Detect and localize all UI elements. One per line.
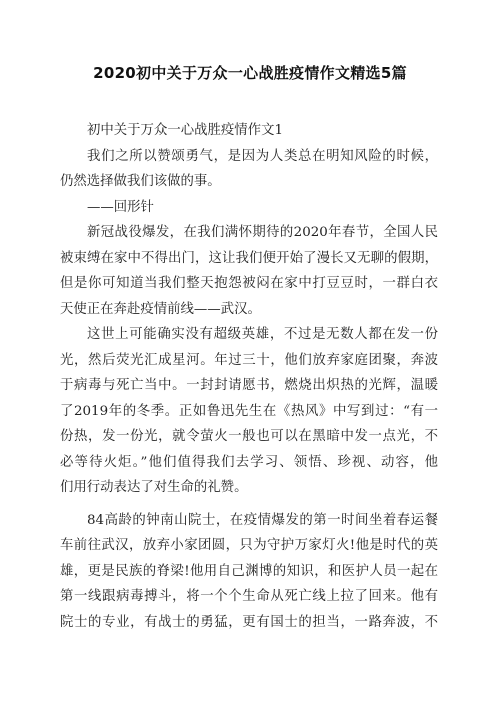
text-line: 院士的专业，有战士的勇猛，更有国士的担当，一路奔波，不 xyxy=(60,614,438,630)
text-line: 84高龄的钟南山院士，在疫情爆发的第一时间坐着春运餐 xyxy=(87,512,438,528)
text-line: 我们之所以赞颂勇气，是因为人类总在明知风险的时候， xyxy=(87,148,438,164)
paragraph-quote-source xyxy=(60,195,438,221)
text-line: 光，然后荧光汇成星河。年过三十，他们放弃家庭团聚，奔波 xyxy=(60,352,438,368)
text-line: 但是你可知道当我们整天抱怨被闷在家中打豆豆时，一群白衣 xyxy=(60,276,438,291)
text-line: 车前往武汉，放弃小家团圆，只为守护万家灯火!他是时代的英 xyxy=(60,538,438,553)
paragraph-essay-heading xyxy=(60,118,438,144)
paragraph-body xyxy=(60,220,438,322)
text-line: 天使正在奔赴疫情前线——武汉。 xyxy=(60,301,261,317)
text-line: 了2019年的冬季。正如鲁迅先生在《热风》中写到过：“有一 xyxy=(60,403,438,419)
text-line: 这世上可能确实没有超级英雄，不过是无数人都在发一份 xyxy=(87,327,438,342)
text-line: 必等待火炬。”他们值得我们去学习、领悟、珍视、动容，他 xyxy=(60,454,438,470)
paragraph-body xyxy=(60,508,438,636)
text-line: 新冠战役爆发，在我们满怀期待的2020年春节，全国人民 xyxy=(87,225,438,240)
paragraph-body xyxy=(60,322,438,501)
text-line: 仍然选择做我们该做的事。 xyxy=(60,174,221,189)
text-line: 雄，更是民族的脊梁!他用自己渊博的知识，和医护人员一起在 xyxy=(60,563,438,579)
text-line: 第一线跟病毒搏斗，将一个个生命从死亡线上拉了回来。他有 xyxy=(60,589,438,604)
document-title: 2020初中关于万众一心战胜疫情作文精选5篇 xyxy=(93,64,407,82)
paragraph-quote xyxy=(60,144,438,195)
text-line: 们用行动表达了对生命的礼赞。 xyxy=(60,480,248,495)
text-line: 于病毒与死亡当中。一封封请愿书，燃烧出炽热的光辉，温暖 xyxy=(60,378,438,393)
text-line: 初中关于万众一心战胜疫情作文1 xyxy=(87,123,283,138)
document-body xyxy=(60,118,438,635)
text-line: 被束缚在家中不得出门，这让我们便开始了漫长又无聊的假期， xyxy=(60,250,438,266)
text-line: 份热，发一份光，就令萤火一般也可以在黑暗中发一点光，不 xyxy=(60,429,438,444)
text-line: ——回形针 xyxy=(87,199,154,215)
